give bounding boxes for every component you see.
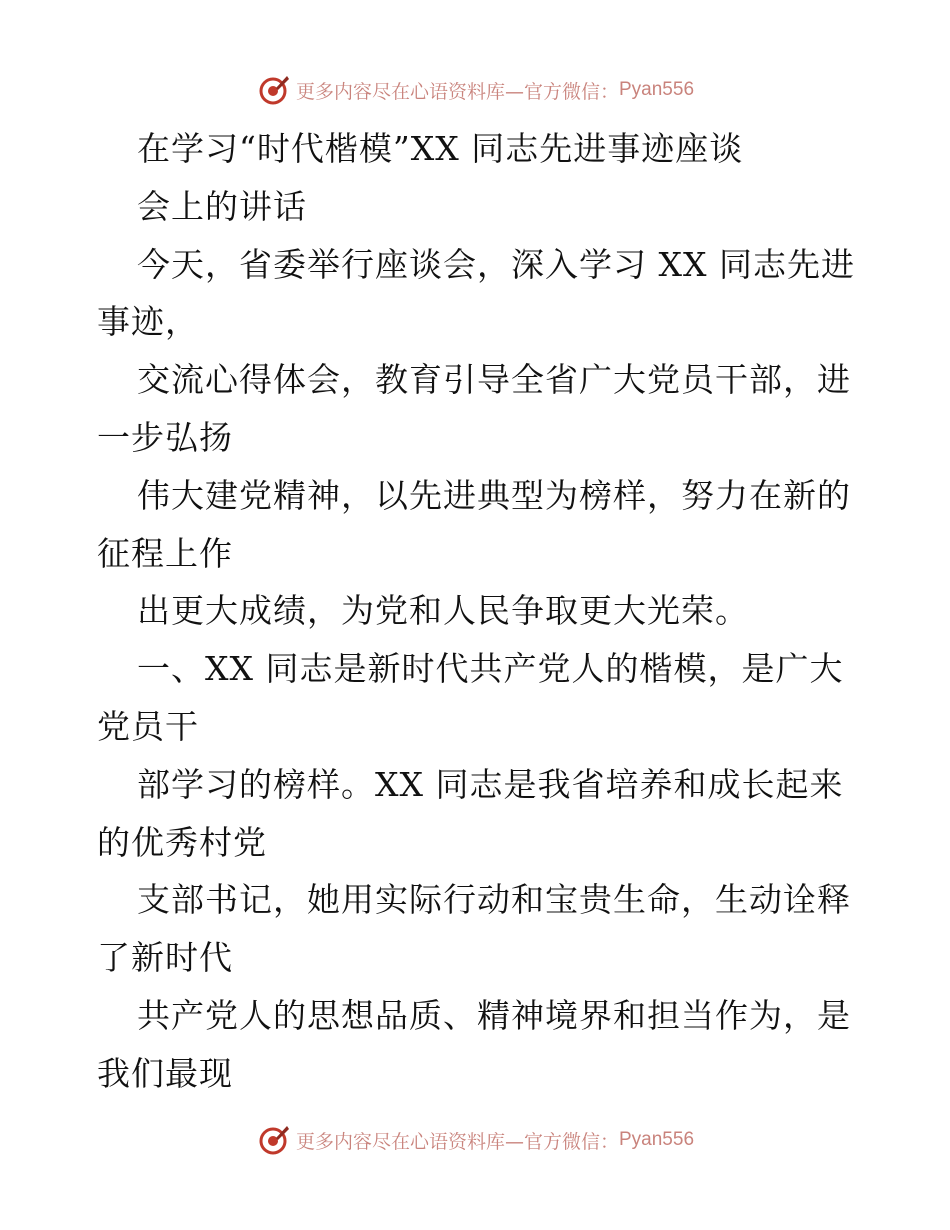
paragraph-line: 出更大成绩，为党和人民争取更大光荣。 [137,591,749,631]
paragraph-line: 共产党人的思想品质、精神境界和担当作为，是 [137,995,851,1035]
header-watermark-banner [0,70,950,110]
paragraph-line: 部学习的榜样。XX 同志是我省培养和成长起来 [137,764,844,804]
banner-text: 更多内容尽在心语资料库—官方微信： [295,1130,619,1153]
banner-wechat-id: Pyan556 [619,1129,695,1150]
paragraph-line: 会上的讲话 [137,186,307,226]
paragraph-line: 的优秀村党 [97,822,267,862]
paragraph-line: 事迹， [97,302,199,342]
paragraph-line: 支部书记，她用实际行动和宝贵生命，生动诠释 [137,880,851,920]
footer-watermark-banner [0,1120,950,1160]
paragraph-line: 一步弘扬 [97,417,233,457]
brand-logo-icon [256,73,290,107]
paragraph-line: 征程上作 [97,533,233,573]
paragraph-line: 我们最现 [97,1053,233,1093]
paragraph-line: 一、XX 同志是新时代共产党人的楷模，是广大 [137,649,844,689]
banner-text: 更多内容尽在心语资料库—官方微信： [295,80,619,103]
paragraph-line: 党员干 [97,706,199,746]
paragraph-line: 交流心得体会，教育引导全省广大党员干部，进 [137,360,851,400]
paragraph-line: 伟大建党精神，以先进典型为榜样，努力在新的 [137,475,851,515]
paragraph-line: 了新时代 [97,938,233,978]
paragraph-line: 今天，省委举行座谈会，深入学习 XX 同志先进 [137,244,855,284]
paragraph-line: 在学习“时代楷模”XX 同志先进事迹座谈 [137,129,744,168]
banner-wechat-id: Pyan556 [619,79,695,100]
document-body [97,120,857,1103]
brand-logo-icon [256,1123,290,1157]
